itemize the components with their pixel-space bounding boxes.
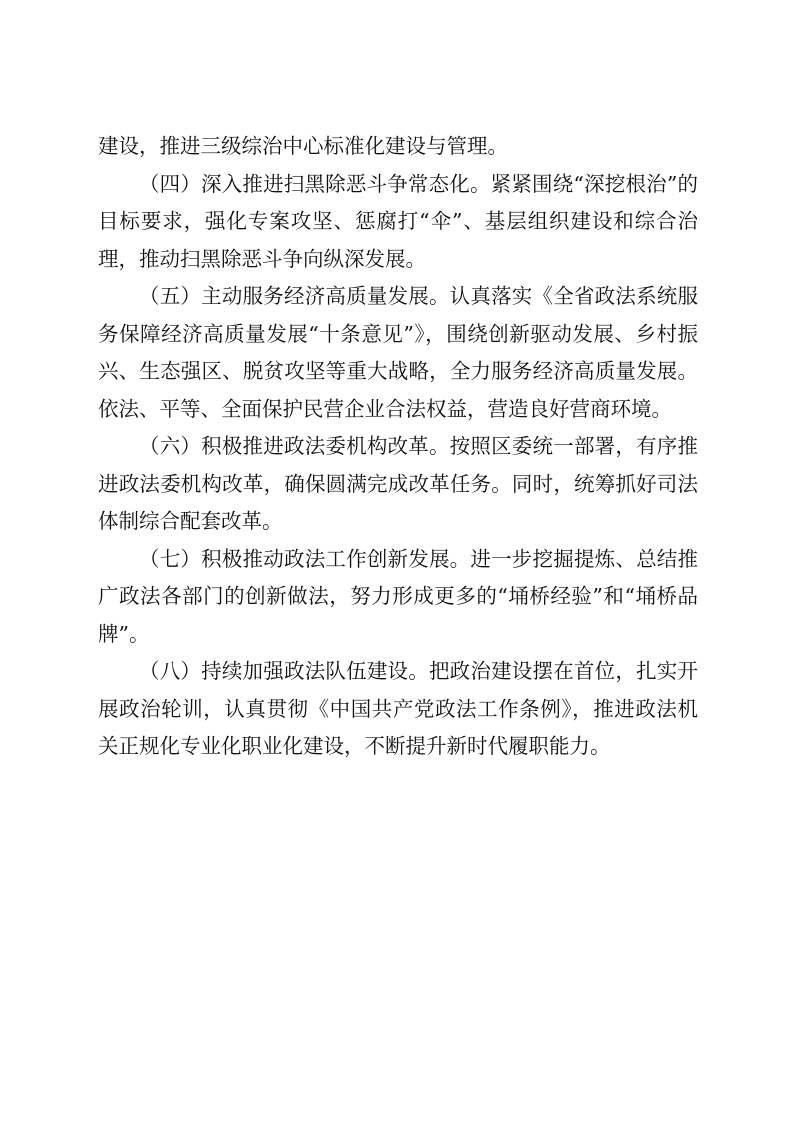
paragraph-section-8: （八）持续加强政法队伍建设。把政治建设摆在首位，扎实开展政治轮训，认真贯彻《中国共产党政法工作条例》，推进政法机关正规化专业化职业化建设，不断提升新时代履职能力。 <box>98 659 698 758</box>
paragraph-section-7: （七）积极推动政法工作创新发展。进一步挖掘提炼、总结推广政法各部门的创新做法，努力形成更多的“埇桥经验”和“埇桥品牌”。 <box>98 546 698 646</box>
paragraph-continuation: 建设，推进三级综治中心标准化建设与管理。 <box>98 134 508 158</box>
paragraph-section-6: （六）积极推进政法委机构改革。按照区委统一部署，有序推进政法委机构改革，确保圆满完成改革任务。同时，统筹抓好司法体制综合配套改革。 <box>98 434 698 533</box>
document-body <box>98 128 698 766</box>
paragraph-section-4: （四）深入推进扫黑除恶斗争常态化。紧紧围绕“深挖根治”的目标要求，强化专案攻坚、惩腐打“伞”、基层组织建设和综合治理，推动扫黑除恶斗争向纵深发展。 <box>98 171 698 271</box>
paragraph-section-5: （五）主动服务经济高质量发展。认真落实《全省政法系统服务保障经济高质量发展“十条意见”》，围绕创新驱动发展、乡村振兴、生态强区、脱贫攻坚等重大战略，全力服务经济高质量发展。依法、平等、全面保护民营企业合法权益，营造良好营商环境。 <box>98 284 698 421</box>
